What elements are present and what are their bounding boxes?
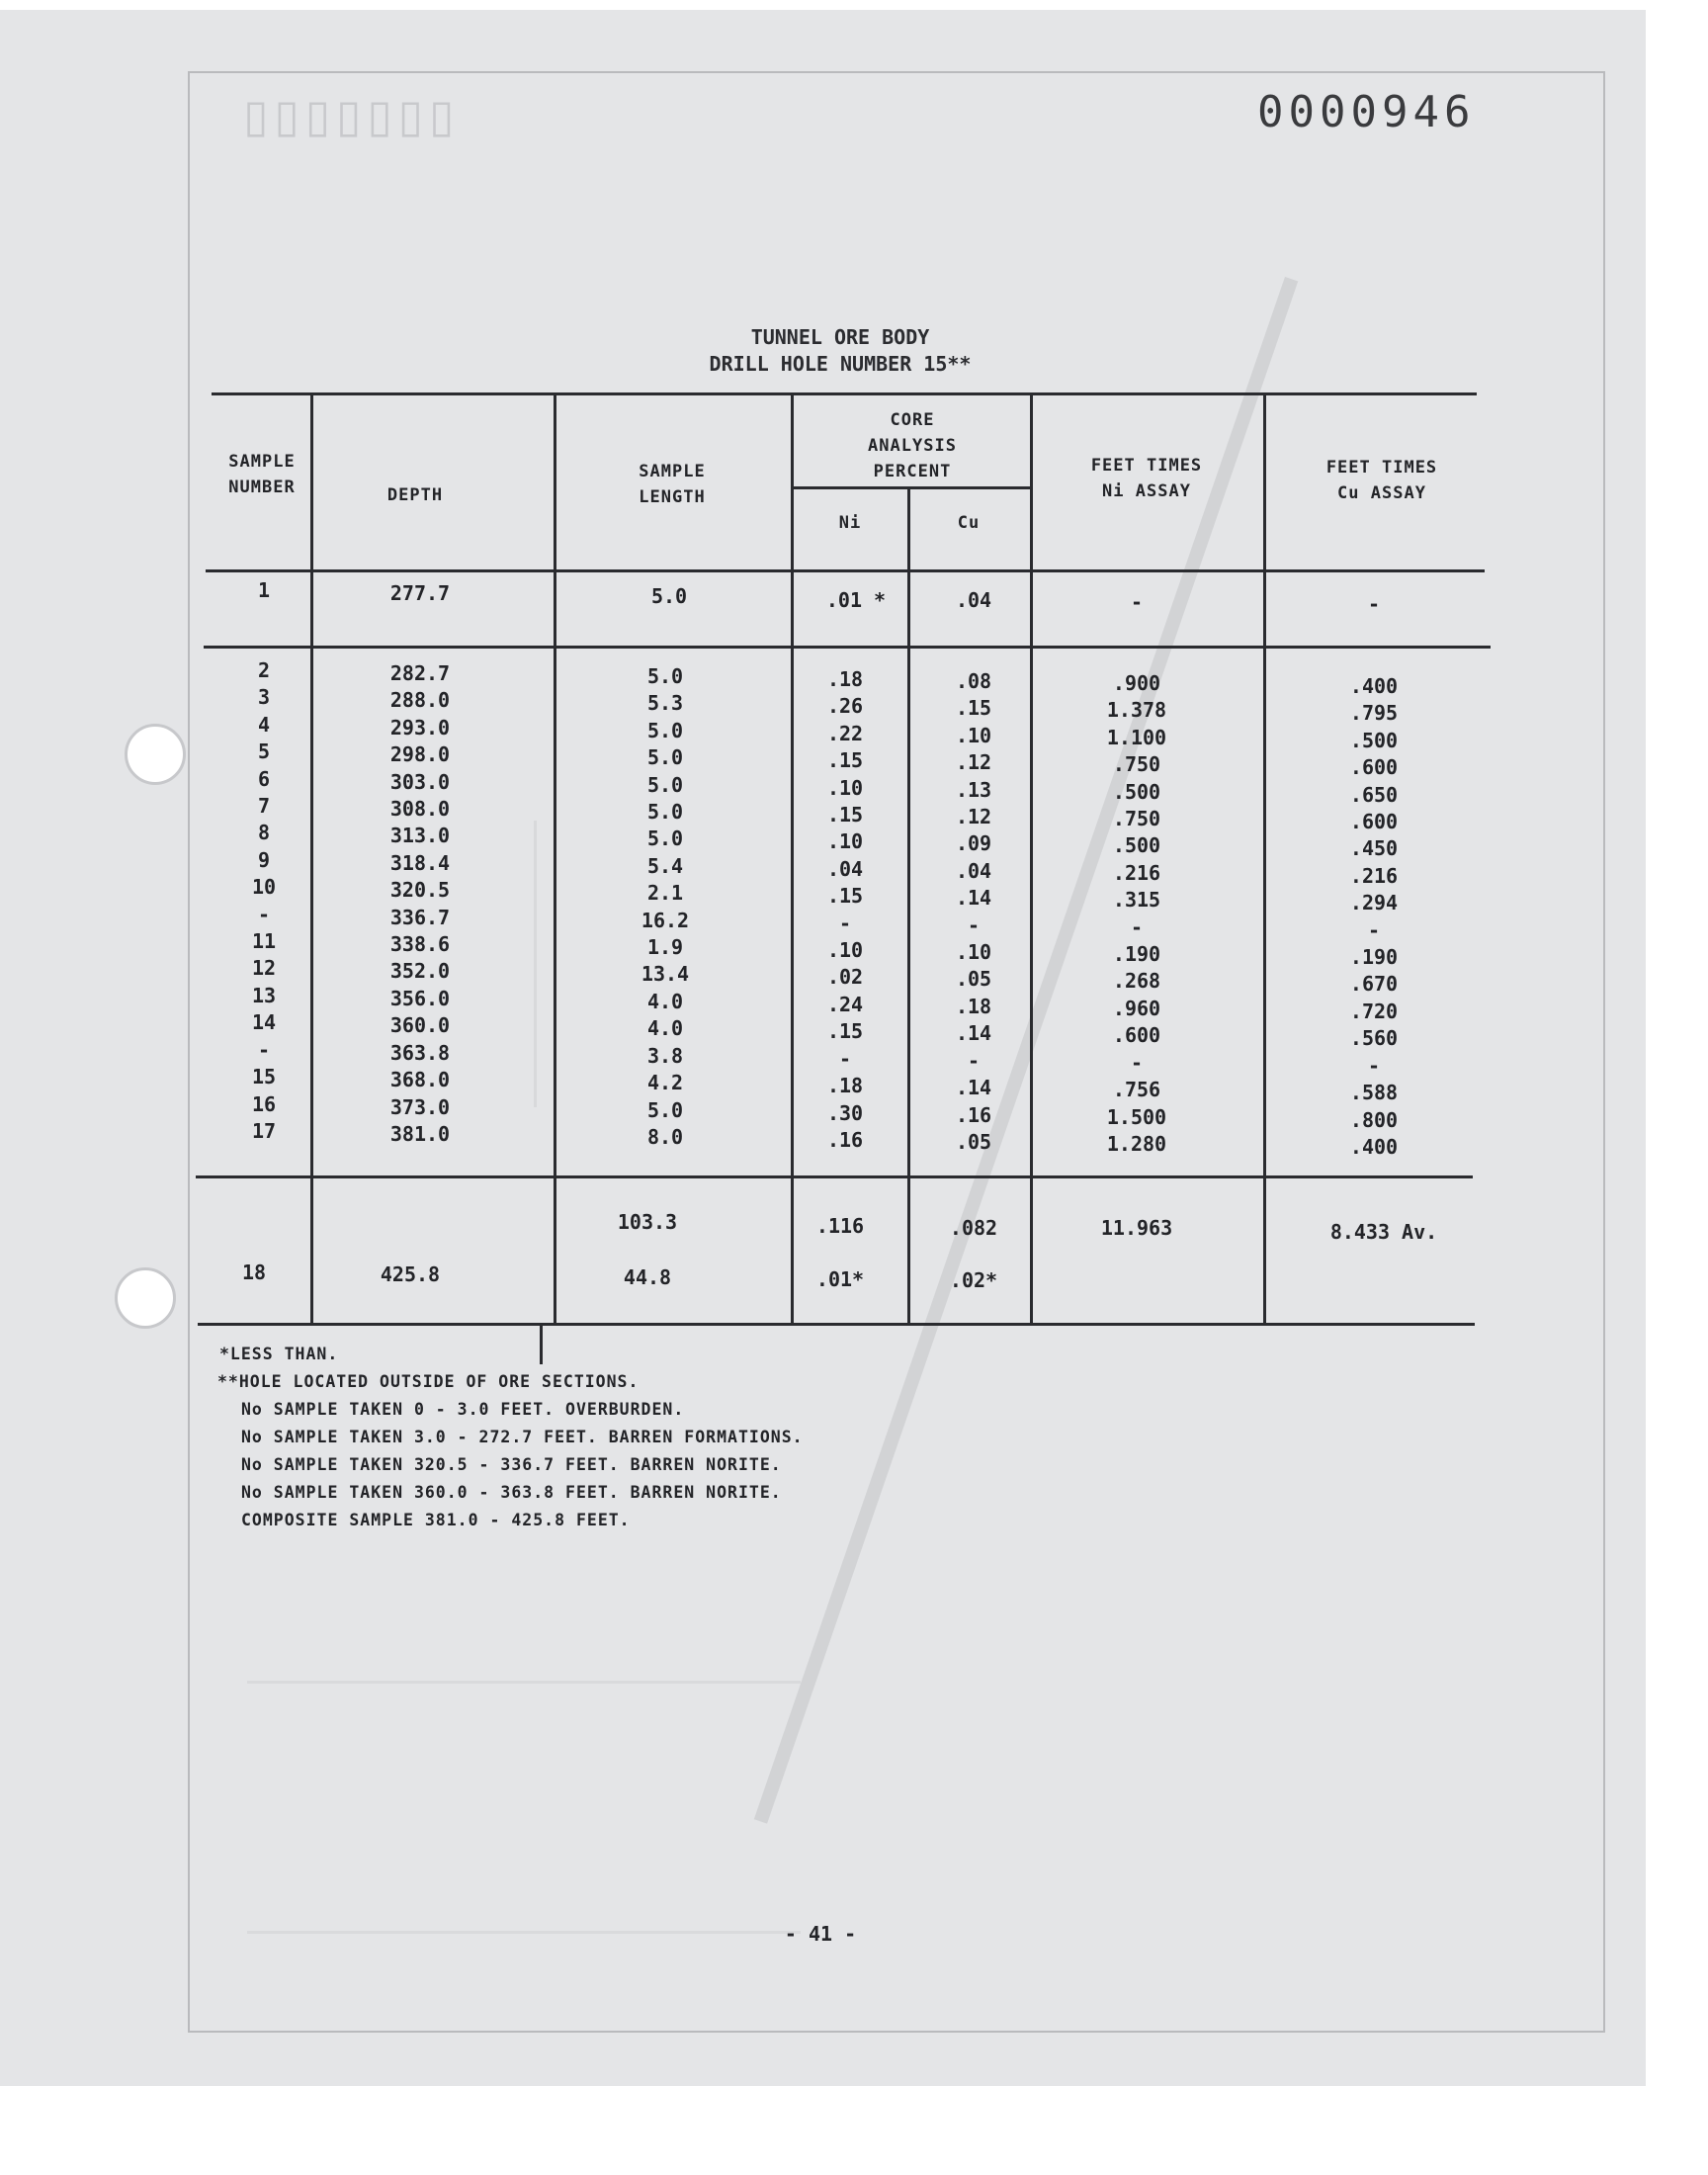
table-cell-sample-row-7: 7 [257, 794, 271, 819]
header-ni: Ni [838, 513, 862, 533]
table-cell-feet-ni-row-18: 1.500 [1106, 1104, 1167, 1129]
total-feet-ni: 11.963 [1100, 1216, 1173, 1240]
table-cell-length-row-14: 4.0 [646, 989, 684, 1013]
table-cell-ni-row-15: .15 [826, 1019, 864, 1044]
title-line-2: DRILL HOLE NUMBER 15** [709, 352, 972, 376]
table-cell-length-row-19: 8.0 [646, 1124, 684, 1149]
header-depth: DEPTH [386, 485, 444, 505]
header-feet-times-ni: FEET TIMES Ni ASSAY [1090, 456, 1203, 501]
note-barren-norite-2: No SAMPLE TAKEN 360.0 - 363.8 FEET. BARREN NORITE. [241, 1483, 782, 1502]
table-cell-length-row-6: 5.0 [646, 772, 684, 797]
table-cell-cu-row-16: - [967, 1048, 981, 1073]
row1-sample: 1 [257, 578, 271, 602]
row1-length: 5.0 [650, 584, 688, 608]
table-cell-feet-ni-row-16: - [1130, 1050, 1144, 1075]
table-cell-sample-row-17: 15 [251, 1065, 277, 1089]
bleed-through-block-bottom [247, 1681, 801, 1934]
table-rule-table-bottom [198, 1323, 1475, 1326]
table-cell-ni-row-18: .30 [826, 1100, 864, 1125]
bleed-through-text-top-left: ▯▯▯▯▯▯▯ [237, 89, 455, 142]
table-cell-sample-row-16: - [257, 1037, 271, 1062]
table-cell-length-row-16: 3.8 [646, 1043, 684, 1068]
table-cell-feet-ni-row-19: 1.280 [1106, 1131, 1167, 1156]
table-cell-feet-cu-row-10: .294 [1349, 891, 1399, 915]
title-line-1: TUNNEL ORE BODY [750, 325, 930, 349]
header-core-analysis: CORE ANALYSIS PERCENT [868, 410, 957, 481]
table-cell-length-row-8: 5.0 [646, 826, 684, 851]
table-cell-feet-cu-row-17: .588 [1349, 1081, 1399, 1105]
table-col-rule-2 [554, 393, 556, 1323]
table-cell-cu-row-5: .12 [955, 750, 992, 775]
table-cell-ni-row-3: .26 [826, 694, 864, 719]
table-cell-ni-row-2: .18 [826, 667, 864, 691]
table-cell-sample-row-9: 9 [257, 847, 271, 872]
header-sample-length: SAMPLE LENGTH [639, 462, 706, 507]
table-cell-sample-row-3: 3 [257, 685, 271, 710]
table-cell-cu-row-8: .09 [955, 831, 992, 856]
column-feet-times-cu [1315, 673, 1433, 1161]
table-cell-feet-ni-row-5: .750 [1112, 752, 1161, 777]
table-cell-length-row-10: 2.1 [646, 881, 684, 906]
table-col-rule-5 [1030, 393, 1033, 1323]
note-hole-outside: **HOLE LOCATED OUTSIDE OF ORE SECTIONS. [217, 1372, 640, 1391]
table-cell-feet-ni-row-8: .500 [1112, 833, 1161, 858]
table-col-rule-3 [791, 393, 794, 1323]
table-cell-sample-row-4: 4 [257, 712, 271, 737]
table-cell-cu-row-10: .14 [955, 886, 992, 911]
column-depth [366, 660, 474, 1148]
table-cell-sample-row-2: 2 [257, 658, 271, 682]
table-cell-length-row-18: 5.0 [646, 1097, 684, 1122]
table-cell-length-row-12: 1.9 [646, 935, 684, 960]
table-cell-depth-row-2: 282.7 [389, 661, 451, 685]
table-cell-feet-ni-row-2: .900 [1112, 671, 1161, 695]
table-cell-length-row-17: 4.2 [646, 1071, 684, 1095]
table-col-rule-1 [310, 393, 313, 1323]
table-cell-sample-row-5: 5 [257, 740, 271, 764]
row1-feet-cu: - [1367, 592, 1381, 616]
table-cell-feet-cu-row-9: .216 [1349, 863, 1399, 888]
page-number: - 41 - [784, 1922, 857, 1946]
table-cell-depth-row-6: 303.0 [389, 769, 451, 794]
table-cell-feet-ni-row-10: .315 [1112, 888, 1161, 913]
column-sample-length [611, 663, 720, 1151]
table-cell-length-row-3: 5.3 [646, 691, 684, 716]
document-sheet [0, 10, 1646, 2086]
note-barren-formations: No SAMPLE TAKEN 3.0 - 272.7 FEET. BARREN FORMATIONS. [241, 1428, 804, 1446]
row1-ni: .01 * [825, 588, 887, 612]
table-cell-length-row-13: 13.4 [640, 962, 690, 987]
table-cell-depth-row-17: 368.0 [389, 1068, 451, 1092]
table-cell-length-row-2: 5.0 [646, 664, 684, 688]
row18-sample: 18 [241, 1261, 267, 1284]
row18-depth: 425.8 [380, 1262, 441, 1286]
table-rule-header-bottom [206, 569, 1485, 572]
table-cell-cu-row-15: .14 [955, 1021, 992, 1046]
table-cell-depth-row-3: 288.0 [389, 688, 451, 713]
table-cell-feet-cu-row-14: .720 [1349, 999, 1399, 1023]
table-cell-feet-cu-row-16: - [1367, 1053, 1381, 1078]
table-cell-feet-ni-row-9: .216 [1112, 860, 1161, 885]
table-rule-body-bottom [196, 1175, 1473, 1178]
table-cell-depth-row-10: 320.5 [389, 878, 451, 903]
table-cell-depth-row-7: 308.0 [389, 797, 451, 822]
table-cell-feet-cu-row-7: .600 [1349, 810, 1399, 834]
column-cu-percent [929, 668, 1018, 1156]
table-cell-feet-cu-row-2: .400 [1349, 674, 1399, 698]
column-ni-percent [801, 666, 890, 1154]
total-feet-cu: 8.433 Av. [1329, 1220, 1438, 1244]
table-cell-depth-row-8: 313.0 [389, 824, 451, 848]
header-sample-number: SAMPLE NUMBER [228, 452, 296, 497]
table-cell-depth-row-19: 381.0 [389, 1121, 451, 1146]
table-cell-length-row-7: 5.0 [646, 800, 684, 825]
column-feet-times-ni [1077, 670, 1196, 1158]
table-cell-feet-ni-row-11: - [1130, 914, 1144, 939]
table-cell-depth-row-14: 356.0 [389, 986, 451, 1010]
table-cell-feet-cu-row-4: .500 [1349, 728, 1399, 752]
table-cell-sample-row-6: 6 [257, 766, 271, 791]
table-cell-ni-row-9: .04 [826, 856, 864, 881]
binder-hole-bottom [115, 1267, 176, 1329]
table-cell-cu-row-3: .15 [955, 696, 992, 721]
table-cell-cu-row-2: .08 [955, 669, 992, 693]
table-cell-sample-row-19: 17 [251, 1118, 277, 1143]
table-cell-depth-row-18: 373.0 [389, 1094, 451, 1119]
table-cell-depth-row-16: 363.8 [389, 1040, 451, 1065]
total-ni: .116 [815, 1214, 865, 1238]
table-cell-length-row-15: 4.0 [646, 1016, 684, 1041]
table-cell-ni-row-5: .15 [826, 748, 864, 773]
table-cell-feet-ni-row-17: .756 [1112, 1078, 1161, 1102]
table-cell-ni-row-7: .15 [826, 803, 864, 827]
note-less-than: *LESS THAN. [219, 1345, 339, 1363]
table-cell-depth-row-5: 298.0 [389, 742, 451, 767]
table-cell-ni-row-12: .10 [826, 938, 864, 963]
binder-hole-top [125, 724, 186, 785]
table-cell-depth-row-15: 360.0 [389, 1013, 451, 1038]
header-cu: Cu [957, 513, 981, 533]
table-cell-length-row-11: 16.2 [640, 908, 690, 932]
table-cell-ni-row-17: .18 [826, 1074, 864, 1098]
row1-depth: 277.7 [389, 581, 451, 605]
table-cell-feet-ni-row-3: 1.378 [1106, 698, 1167, 723]
table-rule-subheader [793, 486, 1032, 489]
table-cell-cu-row-19: .05 [955, 1129, 992, 1154]
table-cell-feet-cu-row-5: .600 [1349, 755, 1399, 780]
table-cell-feet-cu-row-3: .795 [1349, 701, 1399, 726]
table-rule-top [212, 392, 1477, 395]
table-cell-feet-cu-row-13: .670 [1349, 972, 1399, 997]
table-cell-feet-cu-row-15: .560 [1349, 1026, 1399, 1051]
table-cell-ni-row-4: .22 [826, 721, 864, 745]
table-cell-depth-row-9: 318.4 [389, 850, 451, 875]
total-length: 103.3 [617, 1210, 678, 1234]
table-cell-feet-cu-row-11: - [1367, 917, 1381, 942]
total-cu: .082 [949, 1216, 998, 1240]
table-cell-depth-row-13: 352.0 [389, 959, 451, 984]
table-cell-feet-cu-row-6: .650 [1349, 782, 1399, 807]
table-cell-feet-cu-row-8: .450 [1349, 836, 1399, 861]
table-cell-feet-ni-row-7: .750 [1112, 807, 1161, 831]
page-title [633, 324, 1048, 378]
table-cell-length-row-4: 5.0 [646, 718, 684, 742]
table-cell-cu-row-14: .18 [955, 994, 992, 1018]
table-cell-sample-row-13: 12 [251, 956, 277, 981]
table-cell-feet-ni-row-13: .268 [1112, 969, 1161, 994]
row18-length: 44.8 [623, 1265, 672, 1289]
table-cell-sample-row-18: 16 [251, 1091, 277, 1116]
table-cell-ni-row-19: .16 [826, 1127, 864, 1152]
table-cell-cu-row-18: .16 [955, 1102, 992, 1127]
row18-ni: .01* [815, 1267, 865, 1291]
table-cell-depth-row-11: 336.7 [389, 905, 451, 929]
serial-number: 0000946 [1257, 87, 1476, 137]
table-cell-ni-row-16: - [838, 1046, 852, 1071]
column-sample-number [229, 657, 299, 1145]
table-cell-feet-ni-row-6: .500 [1112, 779, 1161, 804]
table-cell-ni-row-11: - [838, 911, 852, 935]
table-cell-cu-row-12: .10 [955, 940, 992, 965]
table-cell-ni-row-13: .02 [826, 965, 864, 990]
table-cell-cu-row-7: .12 [955, 805, 992, 829]
table-cell-cu-row-13: .05 [955, 967, 992, 992]
note-barren-norite-1: No SAMPLE TAKEN 320.5 - 336.7 FEET. BARREN NORITE. [241, 1455, 782, 1474]
table-cell-feet-cu-row-12: .190 [1349, 945, 1399, 970]
note-composite-sample: COMPOSITE SAMPLE 381.0 - 425.8 FEET. [241, 1511, 631, 1529]
table-col-rule-4 [907, 486, 910, 1323]
table-cell-sample-row-14: 13 [251, 983, 277, 1007]
table-cell-sample-row-12: 11 [251, 929, 277, 954]
table-cell-feet-ni-row-12: .190 [1112, 942, 1161, 967]
table-cell-length-row-9: 5.4 [646, 853, 684, 878]
table-cell-ni-row-10: .15 [826, 884, 864, 909]
row1-feet-ni: - [1130, 590, 1144, 614]
table-cell-depth-row-12: 338.6 [389, 932, 451, 957]
table-cell-sample-row-11: - [257, 902, 271, 926]
table-cell-feet-ni-row-4: 1.100 [1106, 725, 1167, 749]
table-cell-feet-ni-row-14: .960 [1112, 996, 1161, 1020]
header-feet-times-cu: FEET TIMES Cu ASSAY [1325, 458, 1438, 503]
table-cell-sample-row-15: 14 [251, 1010, 277, 1035]
table-cell-length-row-5: 5.0 [646, 745, 684, 770]
table-cell-feet-cu-row-19: .400 [1349, 1134, 1399, 1159]
table-cell-cu-row-4: .10 [955, 723, 992, 747]
table-cell-cu-row-9: .04 [955, 858, 992, 883]
table-cell-cu-row-17: .14 [955, 1076, 992, 1100]
table-rule-first-row-bottom [204, 646, 1491, 649]
table-cell-cu-row-6: .13 [955, 777, 992, 802]
table-cell-ni-row-14: .24 [826, 992, 864, 1016]
table-cell-sample-row-10: 10 [251, 875, 277, 900]
table-cell-cu-row-11: - [967, 913, 981, 937]
table-col-rule-6 [1263, 393, 1266, 1323]
table-cell-feet-cu-row-18: .800 [1349, 1107, 1399, 1132]
row18-cu: .02* [949, 1268, 998, 1292]
table-cell-depth-row-4: 293.0 [389, 715, 451, 740]
table-cell-ni-row-8: .10 [826, 829, 864, 854]
table-cell-ni-row-6: .10 [826, 775, 864, 800]
table-cell-feet-ni-row-15: .600 [1112, 1023, 1161, 1048]
row1-cu: .04 [955, 588, 992, 612]
note-overburden: No SAMPLE TAKEN 0 - 3.0 FEET. OVERBURDEN. [241, 1400, 685, 1419]
footnotes [219, 1341, 804, 1534]
table-cell-sample-row-8: 8 [257, 821, 271, 845]
